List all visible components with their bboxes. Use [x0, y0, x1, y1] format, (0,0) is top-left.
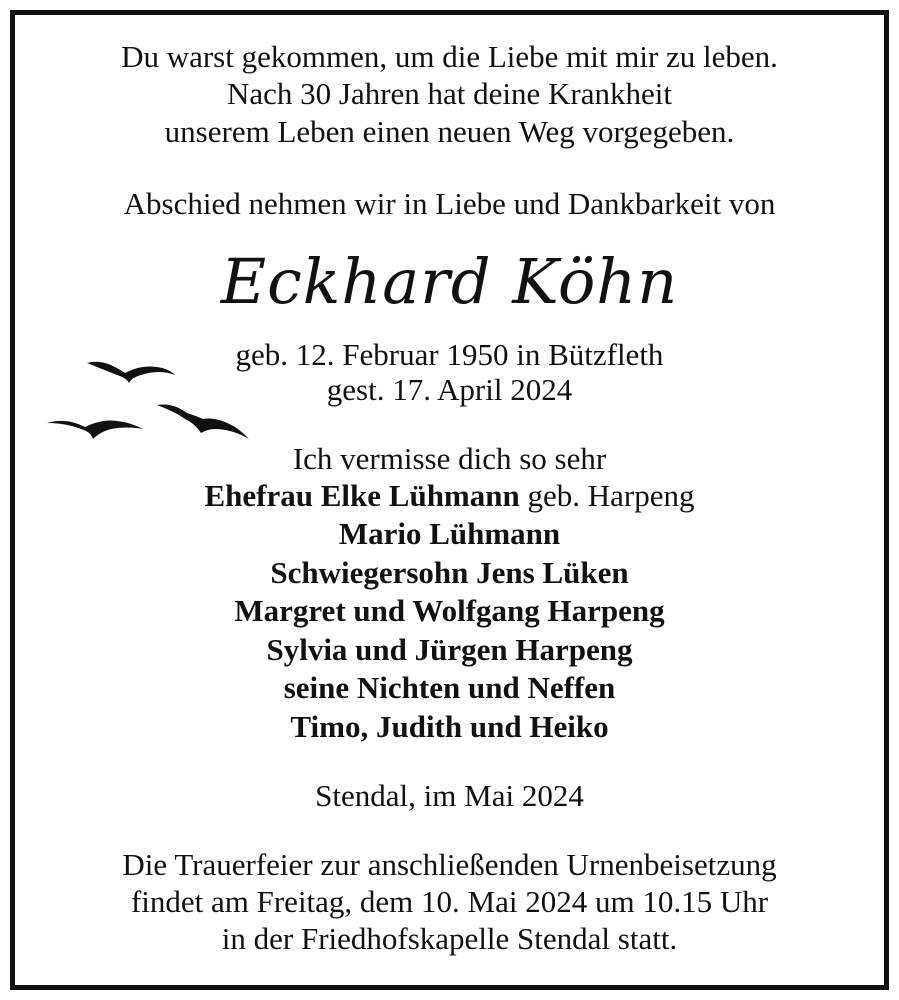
obituary-frame — [10, 10, 889, 990]
deceased-name: Eckhard Köhn — [220, 245, 679, 318]
death-date: gest. 17. April 2024 — [326, 372, 573, 407]
mourner-wife-maiden: geb. Harpeng — [519, 478, 695, 513]
mourner-5: seine Nichten und Neffen — [283, 670, 616, 705]
personal-message: Ich vermisse dich so sehr — [292, 441, 607, 476]
birth-date: geb. 12. Februar 1950 in Bützfleth — [235, 337, 664, 372]
mourner-6: Timo, Judith und Heiko — [290, 709, 609, 744]
poem-line-1: Du warst gekommen, um die Liebe mit mir zu leben. — [121, 39, 778, 74]
mourner-wife-name: Ehefrau Elke Lühmann — [204, 478, 520, 513]
poem-line-2: Nach 30 Jahren hat deine Krankheit — [226, 76, 673, 111]
flying-birds-icon — [43, 353, 253, 443]
mourner-2: Schwiegersohn Jens Lüken — [270, 555, 629, 590]
mourner-4: Sylvia und Jürgen Harpeng — [266, 632, 633, 667]
mourner-1: Mario Lühmann — [338, 516, 561, 551]
service-line-2: findet am Freitag, dem 10. Mai 2024 um 10.15 Uhr — [130, 884, 769, 919]
mourner-3: Margret und Wolfgang Harpeng — [234, 593, 665, 628]
mourner-wife — [15, 478, 884, 514]
poem-line-3: unserem Leben einen neuen Weg vorgegeben. — [164, 114, 735, 149]
service-line-3: in der Friedhofskapelle Stendal statt. — [221, 921, 678, 956]
place-date: Stendal, im Mai 2024 — [315, 778, 584, 813]
service-line-1: Die Trauerfeier zur anschließenden Urnenbeisetzung — [122, 847, 777, 882]
farewell-text: Abschied nehmen wir in Liebe und Dankbarkeit von — [123, 186, 776, 221]
